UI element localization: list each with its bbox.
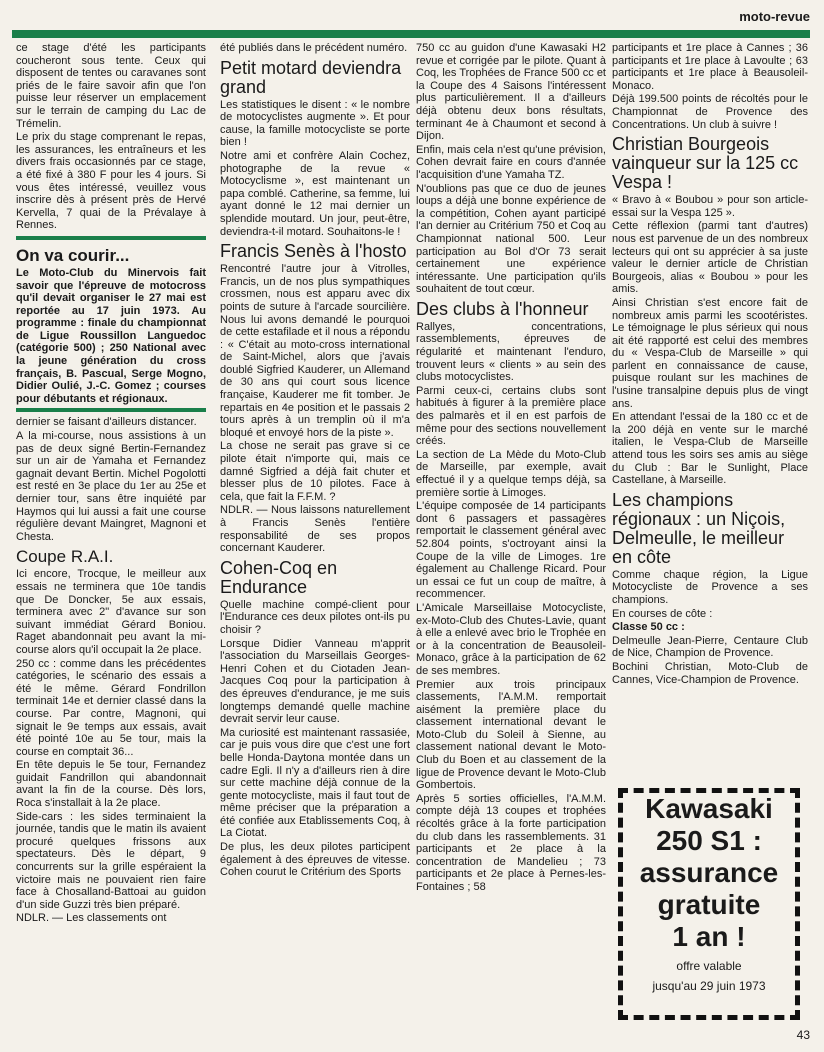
ad-line: assurance [639, 857, 779, 888]
paragraph: Lorsque Didier Vanneau m'apprit l'association du Marseillais Georges-Henri Cohen et du Ciotaden Jean-Jacques Coq pour la participation à des épreuves d'endurance, je me suis longtemps demandé quelle machine devrait servir leur cause. [220, 637, 410, 726]
paragraph: Ici encore, Trocque, le meilleur aux essais ne terminera que 10e tandis que De Doncker, 5e aux essais, terminera avec 2" d'avance sur son suivant immédiat Gérard Boniou. Raget abandonnait peu avant la mi-course alors qu'il occupait la 2e place. [16, 568, 206, 656]
paragraph: Ma curiosité est maintenant rassasiée, car je puis vous dire que c'est une fort belle Honda-Daytona montée dans un cadre Egli. Il n'y a d'ailleurs rien à dire sur cette machine déjà connue de la gente motocycliste, mais il faut tout de même préciser que la préparation a été confiée aux Etablissements Coq, à La Ciotat. [220, 726, 410, 840]
page-number: 43 [796, 1028, 810, 1042]
paragraph: NDLR. — Nous laissons naturellement à Francis Senès l'entière responsabilité de ses propos concernant Kauderer. [220, 504, 410, 555]
paragraph: Rencontré l'autre jour à Vitrolles, Francis, un de nos plus sympathiques crossmen, nous est apparu avec dix points de suture à l'arcade sourcilière. Nous lui avons demandé le pourquoi de cette estafilade et il nous a répondu : « C'était au moto-cross international de Saint-Michel, alors que j'avais doublé Sigfried Kauderer, un Allemand de 30 ans qui court sous licence française, Kauderer me fit tomber. Je repartais en 4e position et le passais 2 tours après à un tremplin où il m'a bloqué et envoyé hors de la piste ». [220, 263, 410, 439]
paragraph: ce stage d'été les participants coucheront sous tente. Ceux qui disposent de tentes ou caravanes sont priés de le faire savoir afin que l'on puisse leur réserver un emplacement sur le terrain de camping du Lac de Trémelin. [16, 42, 206, 130]
paragraph: 250 cc : comme dans les précédentes catégories, le scénario des essais a été le même. Gérard Fondrillon terminait 14e et dernier classé dans la course. Par contre, Magnoni, qui signait le 9e temps aux essais, avait été pointé 10e au 5e tour, mais la course en comptait 36... [16, 657, 206, 758]
paragraph: été publiés dans le précédent numéro. [220, 42, 408, 54]
section-heading: Les champions régionaux : un Niçois, Delmeulle, le meilleur en côte [612, 489, 786, 567]
kawasaki-ad [618, 788, 800, 1020]
paragraph: Premier aux trois principaux classements, l'A.M.M. remportait aisément la première place du classement international devant le Moto-Club du Soleil à Sienne, au classement national devant le Moto-Club du Boen et au classement de la ligue de Provence devant le Moto-Club Gombertois. [416, 678, 606, 792]
paragraph: « Bravo à « Boubou » pour son article-essai sur la Vespa 125 ». [612, 194, 808, 219]
page-header [0, 0, 824, 36]
paragraph: Notre ami et confrère Alain Cochez, photographe de la revue « Motocyclisme », est maintenant un papa comblé. Catherine, sa femme, lui ayant donné le 12 mai dernier un splendide moutard. Un jour, peut-être, deviendra-t-il motard. Souhaitons-le ! [220, 149, 410, 238]
paragraph: participants et 1re place à Cannes ; 36 participants et 1re place à Lavoulte ; 63 participants et 1re place à Beausoleil-Monaco. [612, 42, 808, 92]
paragraph: La section de La Mède du Moto-Club de Marseille, par exemple, avait effectué il y a quelque temps déjà, sa première sortie à Limoges. [416, 448, 606, 499]
paragraph: Après 5 sorties officielles, l'A.M.M. compte déjà 13 coupes et trophées récoltés grâce à la forte participation du club dans les rassemblements. 31 participants et 2e place à la concentration de Mandelieu ; 73 participants et 2e place à Pernes-les-Fontaines ; 58 [416, 792, 606, 893]
column-4 [612, 42, 808, 687]
paragraph: De plus, les deux pilotes participent également à des épreuves de vitesse. Cohen courut le Critérium des Sports [220, 841, 410, 879]
ad-line: 1 an ! [672, 921, 746, 952]
section-heading: Christian Bourgeois vainqueur sur la 125 cc Vespa ! [612, 134, 799, 193]
paragraph: Ainsi Christian s'est encore fait de nombreux amis parmi les scootéristes. Le témoignage le plus sérieux qui nous ait été rapporté est celui des membres du « Vespa-Club de Marseille » qui parlent en connaissance de cause, puisque roulant sur les machines de l'usine transalpine depuis plus de vingt ans. [612, 296, 808, 410]
ad-note: jusqu'au 29 juin 1973 [652, 979, 766, 993]
paragraph: Parmi ceux-ci, certains clubs sont habitués à figurer à la première place des palmarès et il en est parfois de même pour des sections nouvellement créés. [416, 384, 606, 448]
section-heading: Francis Senès à l'hosto [220, 241, 407, 262]
paragraph: L'Amicale Marseillaise Motocycliste, ex-Moto-Club des Chutes-Lavie, quant à elle a enlevé avec brio le Trophée en or à la concentration de Beausoleil-Monaco, grâce à la participation de 62 de ses membres. [416, 601, 606, 677]
ad-line: gratuite [657, 889, 761, 920]
paragraph: Quelle machine compé-client pour l'Endurance ces deux pilotes ont-ils pu choisir ? [220, 598, 410, 636]
paragraph: La chose ne serait pas grave si ce pilote était n'importe qui, mais ce damné Sigfried a déjà fait chuter et blesser plus de 10 pilotes. Face à cela, que fait la F.F.M. ? [220, 440, 410, 503]
paragraph: En tête depuis le 5e tour, Fernandez guidait Fandrillon qui abandonnait avant la fin de la course. Dès lors, Roca s'installait à la 2e place. [16, 759, 206, 810]
paragraph: Side-cars : les sides terminaient la journée, tandis que le matin ils avaient procuré quelques frissons aux spectateurs. Dès le départ, 9 concurrents sur la grille espéraient la victoire mais ne pouvaient rien faire face à Chosalland-Battoai au guidon d'un side Guzzi très bien préparé. [16, 810, 206, 911]
paragraph: A la mi-course, nous assistions à un pas de deux signé Bertin-Fernandez sur un air de Yamaha et Fernandez gagnait devant Bertin. Michel Pogolotti est resté en 3e place du 1er au 25e et dernier tour, sans être inquiété par Haymos qui lui aussi a fait une course régulière devant Maingret, Magnoni et Chesta. [16, 430, 206, 543]
ad-line: Kawasaki [645, 793, 773, 824]
paragraph: En courses de côte : [612, 607, 713, 620]
column-2 [220, 42, 410, 880]
paragraph: Enfin, mais cela n'est qu'une prévision, Cohen devrait faire en cours d'année l'acquisition d'une Yamaha TZ. [416, 143, 606, 181]
paragraph: 750 cc au guidon d'une Kawasaki H2 revue et corrigée par le pilote. Quant à Coq, les Trophées de France 500 cc et la Coupe des 4 Saisons l'intéressent plus particulièrement. Il a d'ailleurs déjà obtenu deux bons résultats, terminant 4e à Chaumont et second à Dijon. [416, 42, 606, 143]
ad-line: 250 S1 : [656, 825, 762, 856]
column-1 [16, 42, 206, 926]
info-box [16, 236, 206, 413]
paragraph: Le prix du stage comprenant le repas, les assurances, les entraîneurs et les divers frais occasionnés par ce stage, a été fixé à 380 F pour les 4 jours. Si vous êtes intéressé, veuillez vous inscrire dès à présent près de Hervé Kervella, 7 quai de la Prévalaye à Rennes. [16, 131, 206, 232]
column-3 [416, 42, 606, 895]
section-heading: Petit motard deviendra grand [220, 57, 402, 97]
top-bar [12, 30, 810, 38]
paragraph: Bochini Christian, Moto-Club de Cannes, Vice-Champion de Provence. [612, 660, 808, 686]
paragraph: Déjà 199.500 points de récoltés pour le Championnat de Provence des Concentrations. Un club à suivre ! [612, 93, 808, 131]
paragraph: NDLR. — Les classements ont [16, 912, 167, 925]
section-heading: Cohen-Coq en Endurance [220, 557, 338, 597]
paragraph: Cette réflexion (parmi tant d'autres) nous est parvenue de un des nombreux lecteurs qui ont su apprécier à sa juste valeur le dernier article de Christian Bourgeois, alias « Boubou » pour les amis. [612, 220, 808, 296]
section-heading: Des clubs à l'honneur [416, 298, 589, 319]
paragraph: Les statistiques le disent : « le nombre de motocyclistes augmente ». Et pour cause, la famille motocycliste se porte bien ! [220, 98, 410, 149]
paragraph: dernier se faisant d'ailleurs distancer. [16, 416, 197, 429]
paragraph: L'équipe composée de 14 participants dont 6 passagers et passagères remportait le classement général avec 52.804 points, s'octroyant ainsi la Coupe de la ville de Limoges. 1re également au Challenge Ricard. Pour un essai ce fut un coup de maître, à recommencer. [416, 500, 606, 601]
paragraph: Comme chaque région, la Ligue Motocycliste de Provence a ses champions. [612, 568, 808, 606]
paragraph: Classe 50 cc : [612, 621, 685, 634]
paragraph: Rallyes, concentrations, rassemblements, épreuves de régularité et maintenant l'enduro, trouvent leurs « clients » au sein des clubs motocyclistes. [416, 320, 606, 384]
ad-note: offre valable [676, 959, 742, 973]
paragraph: N'oublions pas que ce duo de jeunes loups a déjà une bonne expérience de la compétition, Cohen ayant participé l'an dernier au Critérium 750 et Coq au Championnat national 500. Leur participation au Bol d'Or 73 serait certainement une expérience intéressante. Une participation qu'ils souhaitent de tout cœur. [416, 182, 606, 296]
box-text: Le Moto-Club du Minervois fait savoir que l'épreuve de motocross qu'il devait organiser le 27 mai est reportée au 17 juin 1973. Au programme : finale du championnat de Ligue Roussillon Languedoc (catégorie 500) ; 250 National avec la jeune génération du cross français, B. Pascual, Serge Mogno, Didier Oulié, J.-C. Gomez ; courses pour débutants et régionaux. [16, 266, 206, 405]
box-heading: On va courir... [16, 245, 130, 265]
magazine-brand: moto-revue [739, 9, 810, 24]
paragraph: En attendant l'essai de la 180 cc et de la 200 déjà en vente sur le marché italien, le Vespa-Club de Marseille attend tous les soirs ses amis au siège du Club : Bar le Sunlight, Place Castellane, à Marseille. [612, 411, 808, 487]
section-heading: Coupe R.A.I. [16, 547, 114, 567]
paragraph: Delmeulle Jean-Pierre, Centaure Club de Nice, Champion de Provence. [612, 634, 808, 660]
